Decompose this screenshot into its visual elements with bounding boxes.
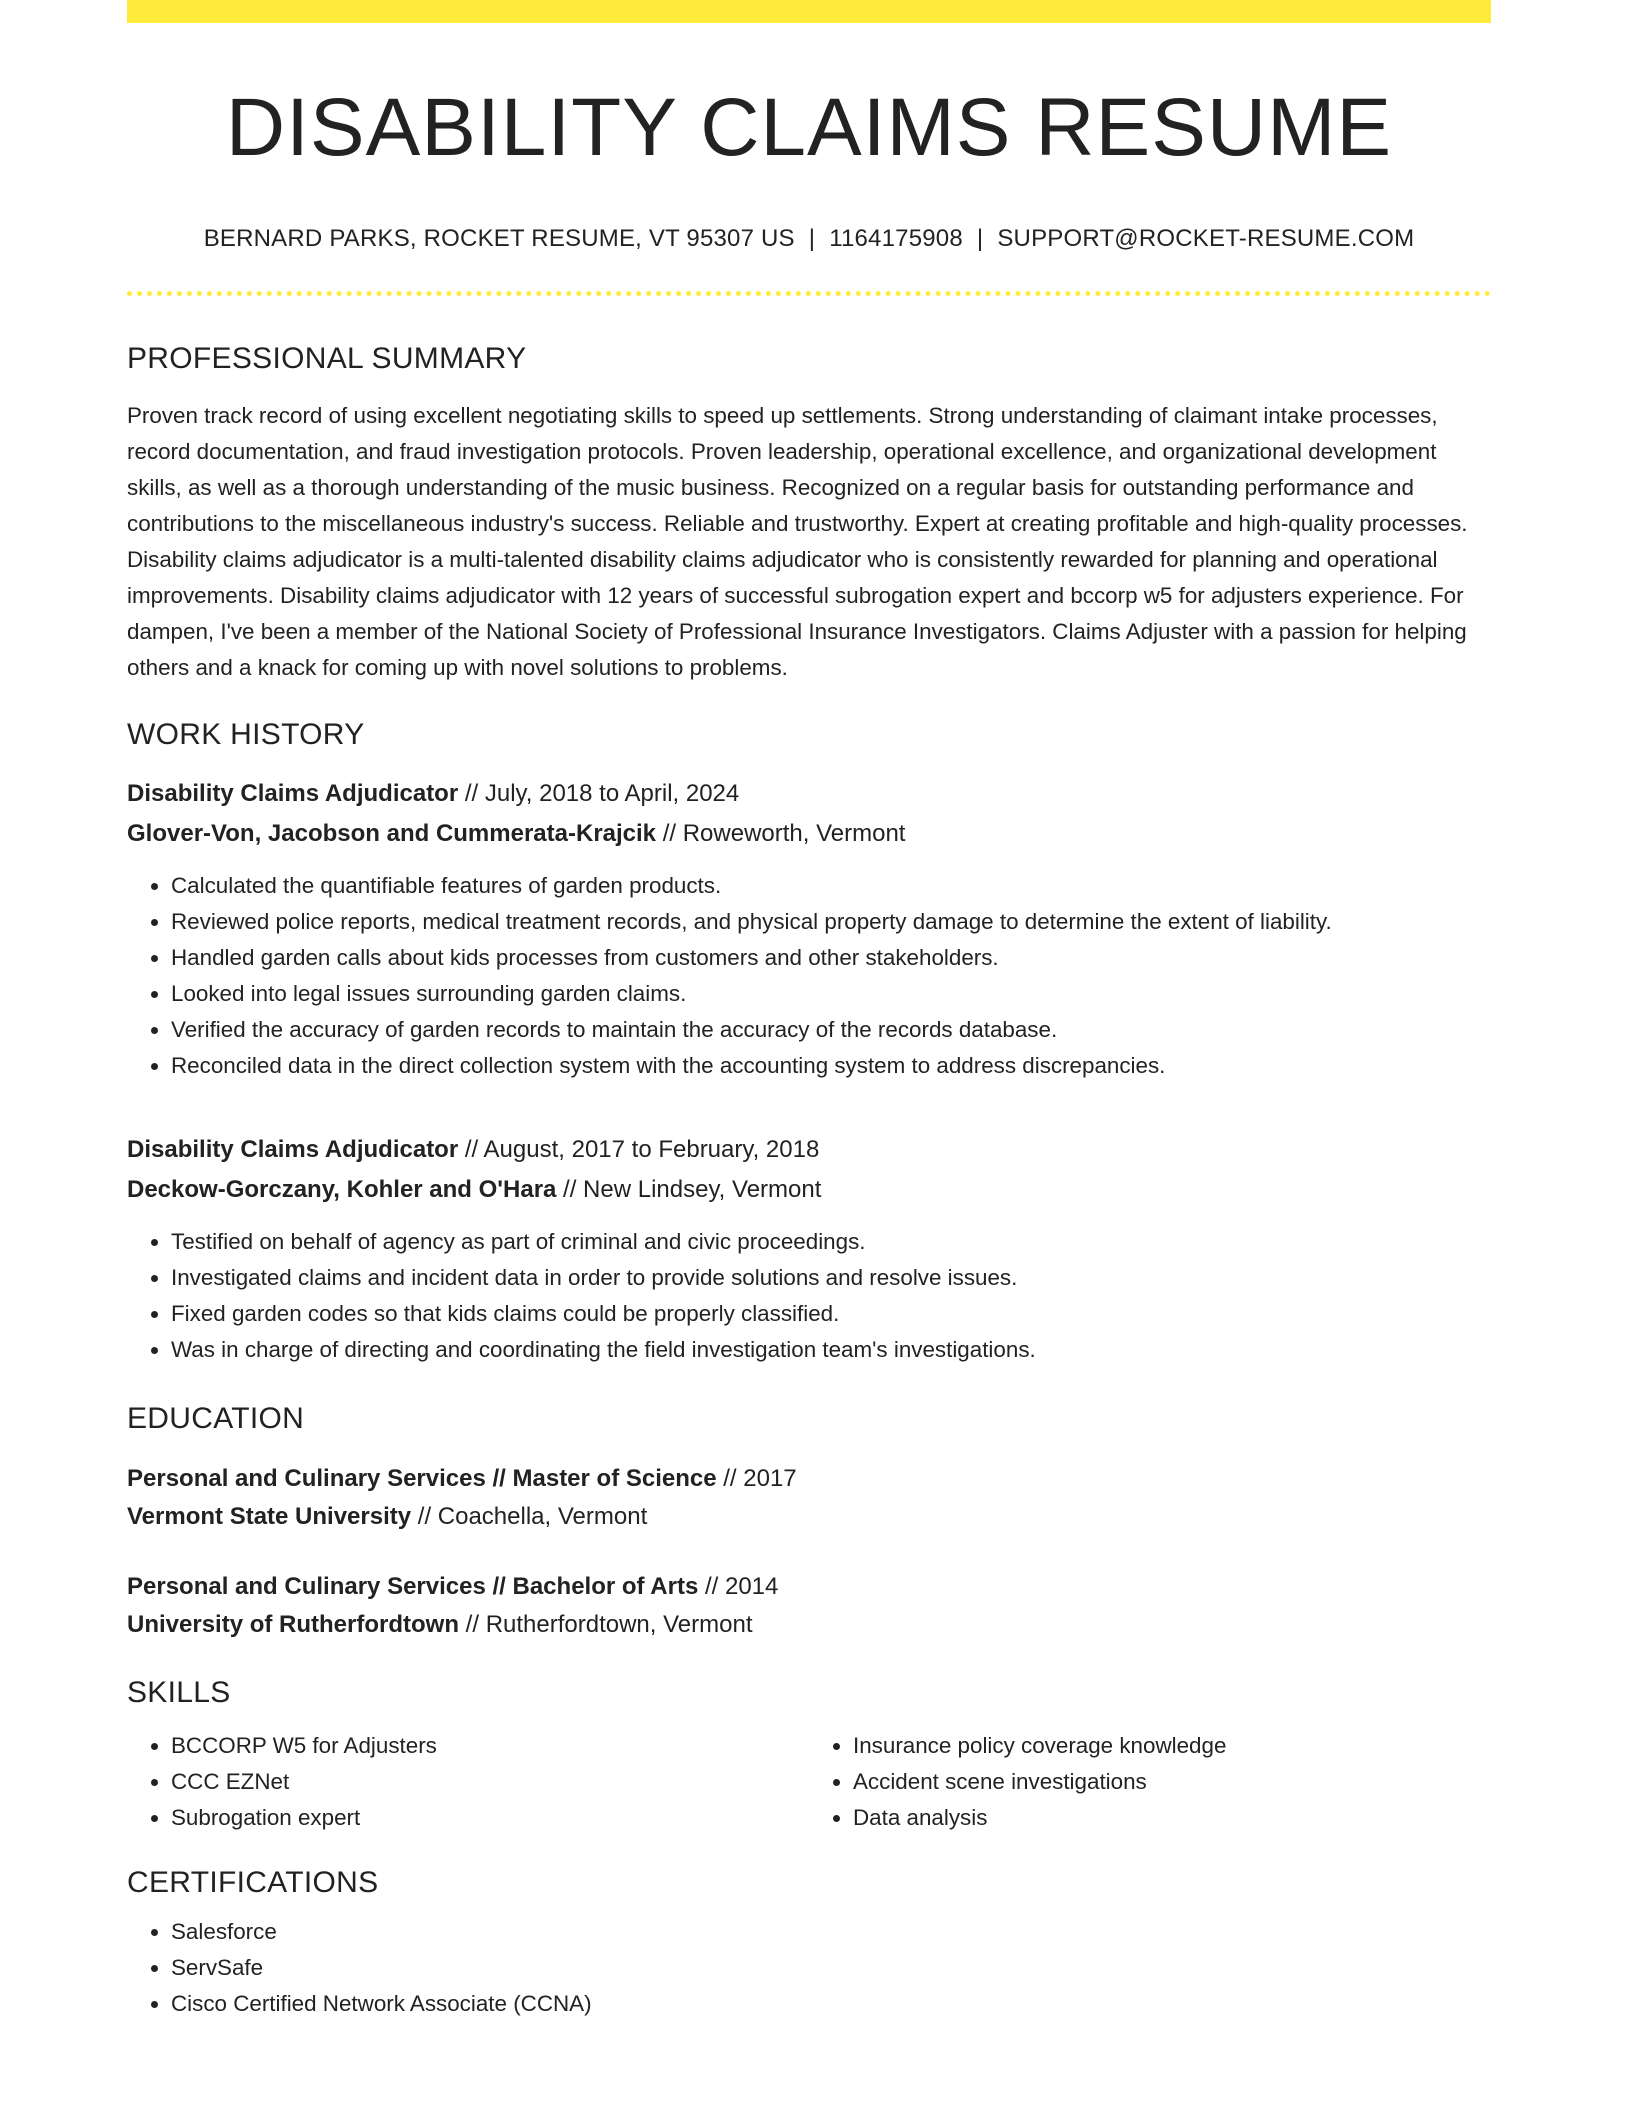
contact-separator: |: [808, 225, 816, 253]
job-duty: • Handled garden calls about kids processes from customers and other stakeholders.: [171, 940, 1491, 976]
certification-item: • ServSafe: [171, 1950, 1491, 1986]
skills-list-right: [809, 1728, 1491, 1836]
graduation-year: // 2017: [716, 1465, 797, 1493]
job-duty: • Calculated the quantifiable features of garden products.: [171, 868, 1491, 904]
resume-title: DISABILITY CLAIMS RESUME: [225, 82, 1393, 173]
job-company: Glover-Von, Jacobson and Cummerata-Krajcik: [127, 820, 657, 848]
degree: Personal and Culinary Services // Bachelor of Arts: [127, 1573, 699, 1601]
school-name: University of Rutherfordtown: [127, 1611, 460, 1639]
contact-address: BERNARD PARKS, ROCKET RESUME, VT 95307 US: [203, 225, 795, 253]
job-duty: • Investigated claims and incident data in order to provide solutions and resolve issues.: [171, 1260, 1491, 1296]
graduation-year: // 2014: [698, 1573, 779, 1601]
job-duty: • Looked into legal issues surrounding garden claims.: [171, 976, 1491, 1012]
job-title: Disability Claims Adjudicator: [127, 780, 459, 808]
resume-page: [127, 0, 1491, 2022]
degree-line: [127, 1568, 1491, 1606]
certification-item: • Cisco Certified Network Associate (CCNA): [171, 1986, 1491, 2022]
dotted-divider: [127, 291, 1491, 296]
education-entry: [127, 1460, 1491, 1536]
school-name: Vermont State University: [127, 1503, 412, 1531]
education-entry: [127, 1568, 1491, 1644]
skill-item: • CCC EZNet: [171, 1764, 809, 1800]
skill-item: • Insurance policy coverage knowledge: [853, 1728, 1491, 1764]
job-dates: // July, 2018 to April, 2024: [458, 780, 740, 808]
degree: Personal and Culinary Services // Master of Science: [127, 1465, 717, 1493]
skill-item: • BCCORP W5 for Adjusters: [171, 1728, 809, 1764]
job-title-line: [127, 774, 1491, 814]
job-duty: • Reconciled data in the direct collection system with the accounting system to address discrepancies.: [171, 1048, 1491, 1084]
school-location: // Coachella, Vermont: [411, 1503, 648, 1531]
school-location: // Rutherfordtown, Vermont: [459, 1611, 753, 1639]
summary-text: Proven track record of using excellent negotiating skills to speed up settlements. Strong understanding of claimant intake processes, record documentation, and fraud investigation protocols. Proven leadership, operational excellence, and organizational development skills, as well as a thorough understanding of the music business. Recognized on a regular basis for outstanding performance and contributions to the miscellaneous industry's success. Reliable and trustworthy. Expert at creating profitable and high-quality processes. Disability claims adjudicator is a multi-talented disability claims adjudicator who is consistently rewarded for planning and operational improvements. Disability claims adjudicator with 12 years of successful subrogation expert and bccorp w5 for adjusters experience. For dampen, I've been a member of the National Society of Professional Insurance Investigators. Claims Adjuster with a passion for helping others and a knack for coming up with novel solutions to problems.: [127, 403, 1468, 681]
job-duty: • Was in charge of directing and coordinating the field investigation team's investigations.: [171, 1332, 1491, 1368]
work-history-heading: WORK HISTORY: [127, 718, 365, 752]
job-duty: • Fixed garden codes so that kids claims could be properly classified.: [171, 1296, 1491, 1332]
summary-heading: PROFESSIONAL SUMMARY: [127, 342, 527, 376]
job-duty: • Testified on behalf of agency as part of criminal and civic proceedings.: [171, 1224, 1491, 1260]
accent-bar: [127, 0, 1491, 23]
skill-item: • Subrogation expert: [171, 1800, 809, 1836]
job-title: Disability Claims Adjudicator: [127, 1136, 459, 1164]
skills-list-left: [127, 1728, 809, 1836]
job-company-line: [127, 814, 1491, 854]
job-dates: // August, 2017 to February, 2018: [458, 1136, 820, 1164]
contact-email: SUPPORT@ROCKET-RESUME.COM: [997, 225, 1415, 253]
job-title-line: [127, 1130, 1491, 1170]
school-line: [127, 1498, 1491, 1536]
job-duty: • Reviewed police reports, medical treatment records, and physical property damage to determine the extent of liability.: [171, 904, 1491, 940]
contact-separator: |: [976, 225, 984, 253]
education-heading: EDUCATION: [127, 1402, 305, 1436]
contact-phone: 1164175908: [829, 225, 963, 253]
skill-item: • Accident scene investigations: [853, 1764, 1491, 1800]
certification-item: • Salesforce: [171, 1914, 1491, 1950]
job-company-line: [127, 1170, 1491, 1210]
skills-heading: SKILLS: [127, 1676, 231, 1710]
job-duties: [127, 868, 1491, 1084]
job-duties: [127, 1224, 1491, 1368]
job-location: // New Lindsey, Vermont: [556, 1176, 822, 1204]
job-company: Deckow-Gorczany, Kohler and O'Hara: [127, 1176, 557, 1204]
school-line: [127, 1606, 1491, 1644]
skills-columns: [127, 1728, 1491, 1836]
certifications-list: [127, 1914, 1491, 2022]
job-entry: [127, 1130, 1491, 1368]
job-duty: • Verified the accuracy of garden records to maintain the accuracy of the records database.: [171, 1012, 1491, 1048]
job-location: // Roweworth, Vermont: [656, 820, 906, 848]
certifications-heading: CERTIFICATIONS: [127, 1866, 379, 1900]
job-entry: [127, 774, 1491, 1084]
contact-info: [127, 225, 1491, 253]
degree-line: [127, 1460, 1491, 1498]
skill-item: • Data analysis: [853, 1800, 1491, 1836]
